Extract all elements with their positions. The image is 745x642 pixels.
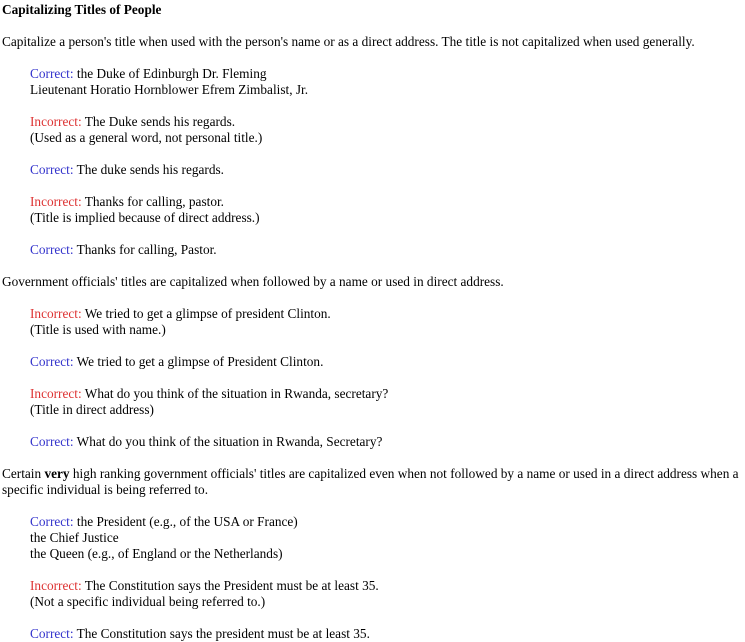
correct-label: Correct:	[30, 434, 74, 449]
correct-label: Correct:	[30, 514, 74, 529]
example-block-correct	[2, 354, 743, 370]
example-line: Incorrect: We tried to get a glimpse of president Clinton.	[30, 306, 331, 321]
example-block-incorrect	[2, 578, 743, 610]
example-line: Correct: The Constitution says the president must be at least 35.	[30, 626, 370, 641]
example-line: Lieutenant Horatio Hornblower Efrem Zimbalist, Jr.	[30, 82, 309, 97]
example-block-correct	[2, 434, 743, 450]
rule-paragraph: Capitalize a person's title when used with the person's name or as a direct address. The title is not capitalized when used generally.	[2, 34, 695, 49]
incorrect-label: Incorrect:	[30, 194, 82, 209]
example-line: Correct: Thanks for calling, Pastor.	[30, 242, 217, 257]
correct-label: Correct:	[30, 66, 74, 81]
page-title: Capitalizing Titles of People	[2, 2, 162, 17]
emphasis-word: very	[44, 466, 70, 481]
correct-label: Correct:	[30, 242, 74, 257]
example-line: the Queen (e.g., of England or the Netherlands)	[30, 546, 283, 561]
example-block-correct	[2, 514, 743, 562]
example-line: Incorrect: The Constitution says the President must be at least 35.	[30, 578, 379, 593]
example-line: Correct: the Duke of Edinburgh Dr. Fleming	[30, 66, 267, 81]
incorrect-label: Incorrect:	[30, 386, 82, 401]
example-block-incorrect	[2, 194, 743, 226]
rule-paragraph: Certain very high ranking government officials' titles are capitalized even when not followed by a name or used in a direct address when a specific individual is being referred to.	[2, 466, 739, 497]
example-line: (Not a specific individual being referred to.)	[30, 594, 266, 609]
example-line: (Title is implied because of direct address.)	[30, 210, 260, 225]
example-line: Correct: The duke sends his regards.	[30, 162, 224, 177]
example-block-correct	[2, 162, 743, 178]
example-line: Correct: the President (e.g., of the USA or France)	[30, 514, 298, 529]
example-line: Correct: What do you think of the situation in Rwanda, Secretary?	[30, 434, 383, 449]
example-block-correct	[2, 626, 743, 642]
example-block-correct	[2, 66, 743, 98]
correct-label: Correct:	[30, 354, 74, 369]
example-line: Correct: We tried to get a glimpse of President Clinton.	[30, 354, 324, 369]
example-line: (Used as a general word, not personal title.)	[30, 130, 263, 145]
example-block-correct	[2, 242, 743, 258]
rule-paragraph: Government officials' titles are capitalized when followed by a name or used in direct address.	[2, 274, 504, 289]
example-line: Incorrect: Thanks for calling, pastor.	[30, 194, 224, 209]
example-line: the Chief Justice	[30, 530, 119, 545]
document-body	[2, 34, 743, 642]
correct-label: Correct:	[30, 626, 74, 641]
example-block-incorrect	[2, 114, 743, 146]
example-line: Incorrect: What do you think of the situation in Rwanda, secretary?	[30, 386, 389, 401]
correct-label: Correct:	[30, 162, 74, 177]
example-line: (Title in direct address)	[30, 402, 154, 417]
example-line: (Title is used with name.)	[30, 322, 166, 337]
incorrect-label: Incorrect:	[30, 578, 82, 593]
example-block-incorrect	[2, 306, 743, 338]
example-line: Incorrect: The Duke sends his regards.	[30, 114, 236, 129]
example-block-incorrect	[2, 386, 743, 418]
incorrect-label: Incorrect:	[30, 306, 82, 321]
incorrect-label: Incorrect:	[30, 114, 82, 129]
